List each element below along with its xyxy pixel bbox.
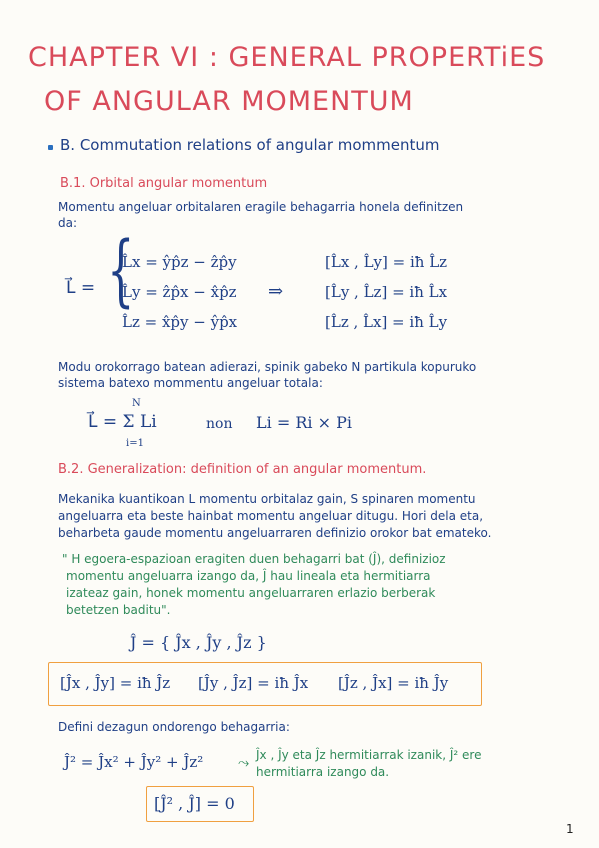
definition-line4: betetzen baditu". bbox=[66, 603, 171, 617]
eq-Lz: L̂z = x̂p̂y − ŷp̂x bbox=[122, 313, 238, 331]
b2-p1-line1: Mekanika kuantikoan L momentu orbitalaz gain, S spinaren momentu bbox=[58, 492, 476, 506]
b2-p1-line3: beharbeta gaude momentu angeluarraren definizio orokor bat emateko. bbox=[58, 526, 492, 540]
b2-heading: B.2. Generalization: definition of an angular momentum. bbox=[58, 462, 427, 477]
define-line: Defini dezagun ondorengo behagarria: bbox=[58, 720, 290, 734]
eq-Lx: L̂x = ŷp̂z − ẑp̂y bbox=[122, 253, 237, 271]
left-brace-icon: { bbox=[107, 226, 135, 316]
non-word: non bbox=[206, 416, 233, 432]
L-vector-label: L⃗ = bbox=[66, 278, 96, 298]
J-set: Ĵ = { Ĵx , Ĵy , Ĵz } bbox=[130, 633, 267, 652]
definition-line3: izateaz gain, honek momentu angeluarraren erlazio berberak bbox=[66, 586, 436, 600]
comm-Jz-Jx: [Ĵz , Ĵx] = iħ Ĵy bbox=[338, 674, 449, 692]
comm-J2-J: [Ĵ² , Ĵ] = 0 bbox=[154, 794, 235, 813]
b2-p1-line2: angeluarra eta beste hainbat momentu angeluar ditugu. Hori dela eta, bbox=[58, 509, 484, 523]
comm-Ly-Lz: [L̂y , L̂z] = iħ L̂x bbox=[325, 283, 448, 301]
b1-intro-line1: Momentu angeluar orbitalaren eragile behagarria honela definitzen bbox=[58, 200, 464, 214]
b1-heading: B.1. Orbital angular momentum bbox=[60, 176, 268, 191]
comm-Jy-Jz: [Ĵy , Ĵz] = iħ Ĵx bbox=[198, 674, 309, 692]
section-b-heading: B. Commutation relations of angular mommentum bbox=[60, 136, 440, 154]
page-number: 1 bbox=[566, 822, 574, 836]
sum-upper-limit: N bbox=[132, 398, 141, 409]
b1-general-line1: Modu orokorrago batean adierazi, spinik gabeko N partikula kopuruko bbox=[58, 360, 477, 374]
comm-Lx-Ly: [L̂x , L̂y] = iħ L̂z bbox=[325, 253, 448, 271]
chapter-title-line2: OF ANGULAR MOMENTUM bbox=[44, 86, 414, 117]
b1-general-line2: sistema batexo mommentu angeluar totala: bbox=[58, 376, 323, 390]
sum-lower-limit: i=1 bbox=[126, 438, 144, 449]
comm-Lz-Lx: [L̂z , L̂x] = iħ L̂y bbox=[325, 313, 448, 331]
eq-Ly: L̂y = ẑp̂x − x̂p̂z bbox=[122, 283, 237, 301]
total-L-sum: L⃗ = Σ Li bbox=[88, 412, 157, 432]
implies-arrow-icon: ⇒ bbox=[268, 281, 284, 302]
Li-definition: Li = Ri × Pi bbox=[256, 413, 352, 432]
J2-definition: Ĵ² = Ĵx² + Ĵy² + Ĵz² bbox=[64, 753, 204, 771]
comm-Jx-Jy: [Ĵx , Ĵy] = iħ Ĵz bbox=[60, 674, 171, 692]
squiggle-arrow-icon: ⤳ bbox=[238, 755, 250, 771]
b1-intro-line2: da: bbox=[58, 216, 78, 230]
bullet-icon bbox=[48, 145, 53, 150]
chapter-title-line1: CHAPTER VI : GENERAL PROPERTiES bbox=[28, 42, 546, 73]
definition-line1: " H egoera-espazioan eragiten duen behagarri bat (Ĵ), definizioz bbox=[62, 552, 446, 566]
hermitian-note-line1: Ĵx , Ĵy eta Ĵz hermitiarrak izanik, Ĵ² ere bbox=[256, 748, 482, 762]
hermitian-note-line2: hermitiarra izango da. bbox=[256, 765, 390, 779]
definition-line2: momentu angeluarra izango da, Ĵ hau lineala eta hermitiarra bbox=[66, 569, 431, 583]
